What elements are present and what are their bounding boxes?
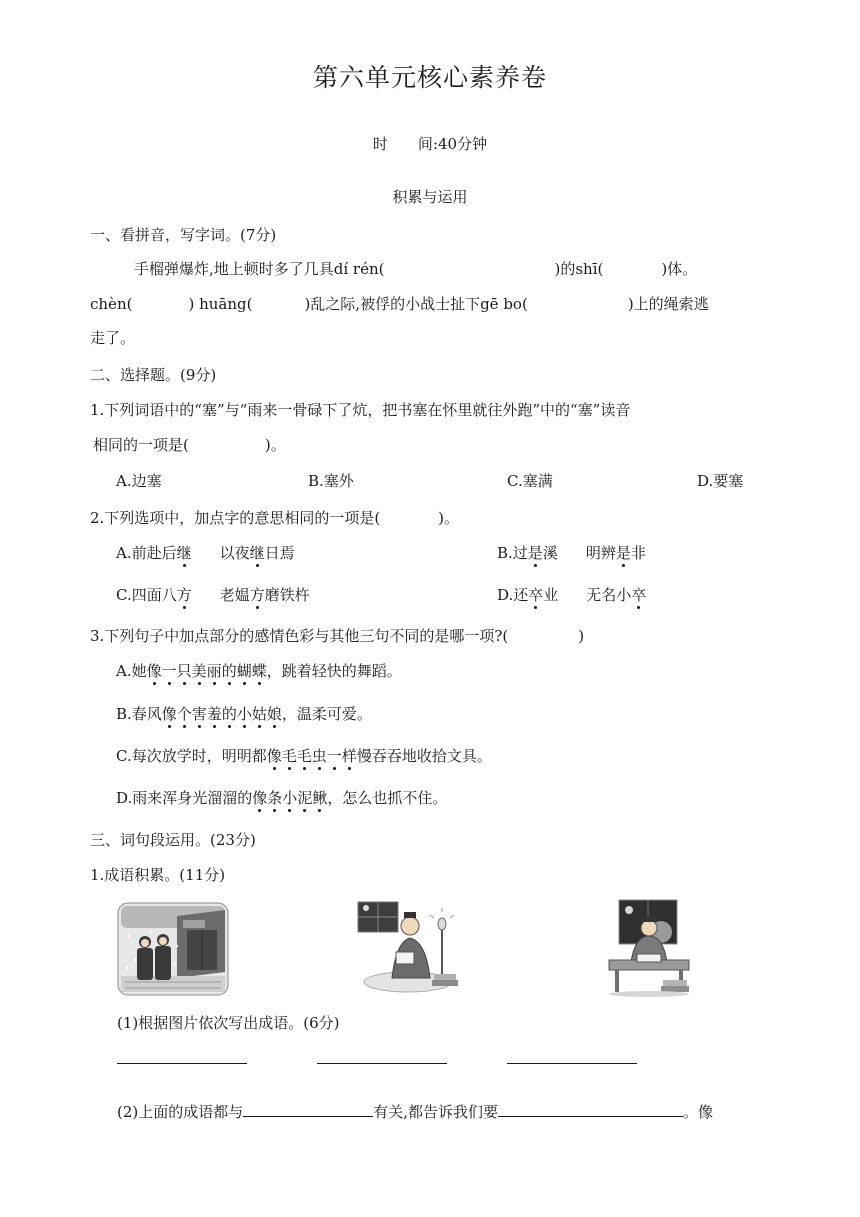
emphasis-char: 一 bbox=[326, 747, 342, 765]
q2-s1-stem-line1: 1.下列词语中的“塞”与“雨来一骨碌下了炕，把书塞在怀里就往外跑”中的“塞”读音 bbox=[90, 401, 631, 419]
q2-s2-option-b[interactable]: B.过是溪 明辨是非 bbox=[497, 544, 646, 562]
emphasis-char: 像 bbox=[161, 705, 177, 723]
emphasis-char: 小 bbox=[236, 705, 252, 723]
q2-s1-option-d[interactable]: D.要塞 bbox=[697, 472, 744, 490]
emphasis-char: 的 bbox=[221, 705, 237, 723]
emphasis-char: 像 bbox=[266, 747, 282, 765]
q3-part2: (2)上面的成语都与 有关,都告诉我们要 。像 bbox=[117, 1103, 714, 1121]
emphasis-char: 害 bbox=[191, 705, 207, 723]
q2-s3-option-a[interactable]: A.她像一只美丽的蝴蝶，跳着轻快的舞蹈。 bbox=[116, 662, 402, 680]
answer-line-theme[interactable] bbox=[243, 1102, 373, 1117]
idiom-illustration-reading-by-lamp bbox=[352, 898, 468, 998]
emphasis-char: 姑 bbox=[251, 705, 267, 723]
q2-s2-stem: 2.下列选项中，加点字的意思相同的一项是( )。 bbox=[90, 509, 460, 527]
q2-s3-option-b[interactable]: B.春风像个害羞的小姑娘，温柔可爱。 bbox=[116, 705, 372, 723]
emphasis-char: 虫 bbox=[311, 747, 327, 765]
emphasis-char: 小 bbox=[282, 789, 298, 807]
emphasis-char: 泥 bbox=[297, 789, 313, 807]
q2-s3-option-c[interactable]: C.每次放学时，明明都像毛毛虫一样慢吞吞地收拾文具。 bbox=[116, 747, 492, 765]
q2-s3-stem: 3.下列句子中加点部分的感情色彩与其他三句不同的是哪一项?( ) bbox=[90, 627, 585, 645]
q2-s2-option-c[interactable]: C.四面八方 老媪方磨铁杵 bbox=[116, 586, 310, 604]
q3-part1-label: (1)根据图片依次写出成语。(6分) bbox=[117, 1014, 340, 1032]
emphasis-char: 像 bbox=[252, 789, 268, 807]
emphasis-char: 羞 bbox=[206, 705, 222, 723]
q1-line1: 手榴弹爆炸,地上顿时多了几具dí rén( )的shī( )体。 bbox=[134, 260, 698, 278]
emphasis-char: 条 bbox=[267, 789, 283, 807]
emphasis-char: 只 bbox=[176, 662, 192, 680]
answer-line-idiom-1[interactable] bbox=[117, 1063, 247, 1064]
emphasis-char: 蝶 bbox=[251, 662, 267, 680]
q2-heading: 二、选择题。(9分) bbox=[90, 366, 217, 384]
exam-time: 时 间:40分钟 bbox=[372, 135, 488, 153]
emphasis-char: 像 bbox=[146, 662, 162, 680]
answer-line-lesson[interactable] bbox=[498, 1102, 683, 1117]
emphasis-char: 毛 bbox=[281, 747, 297, 765]
emphasis-char: 毛 bbox=[296, 747, 312, 765]
q2-s2-option-d[interactable]: D.还卒业 无名小卒 bbox=[497, 586, 647, 604]
idiom-illustration-studying-at-night bbox=[601, 898, 697, 998]
page-title: 第六单元核心素养卷 bbox=[312, 63, 547, 92]
emphasis-char: 蝴 bbox=[236, 662, 252, 680]
q2-s3-option-d[interactable]: D.雨来浑身光溜溜的像条小泥鳅，怎么也抓不住。 bbox=[116, 789, 448, 807]
q1-line2: chèn( ) huāng( )乱之际,被俘的小战士扯下gē bo( )上的绳索逃 bbox=[90, 295, 709, 313]
emphasis-char: 鳅 bbox=[312, 789, 328, 807]
q2-s1-option-b[interactable]: B.塞外 bbox=[308, 472, 354, 490]
emphasis-char: 个 bbox=[176, 705, 192, 723]
emphasis-char: 丽 bbox=[206, 662, 222, 680]
answer-line-idiom-2[interactable] bbox=[317, 1063, 447, 1064]
emphasis-char: 美 bbox=[191, 662, 207, 680]
q2-s1-option-c[interactable]: C.塞满 bbox=[507, 472, 553, 490]
answer-line-idiom-3[interactable] bbox=[507, 1063, 637, 1064]
emphasis-char: 样 bbox=[341, 747, 357, 765]
q1-heading: 一、看拼音，写字词。(7分) bbox=[90, 226, 277, 244]
q1-line3: 走了。 bbox=[90, 329, 136, 347]
emphasis-char: 娘 bbox=[266, 705, 282, 723]
q2-s2-option-a[interactable]: A.前赴后继 以夜继日焉 bbox=[116, 544, 295, 562]
q2-s1-option-a[interactable]: A.边塞 bbox=[116, 472, 162, 490]
emphasis-char: 的 bbox=[221, 662, 237, 680]
q2-s1-stem-line2: 相同的一项是( )。 bbox=[93, 436, 286, 454]
q3-heading: 三、词句段运用。(23分) bbox=[90, 831, 256, 849]
q3-s1-heading: 1.成语积累。(11分) bbox=[90, 866, 226, 884]
idiom-illustration-standing-in-snow bbox=[117, 902, 229, 996]
section-name: 积累与运用 bbox=[392, 188, 468, 206]
emphasis-char: 一 bbox=[161, 662, 177, 680]
